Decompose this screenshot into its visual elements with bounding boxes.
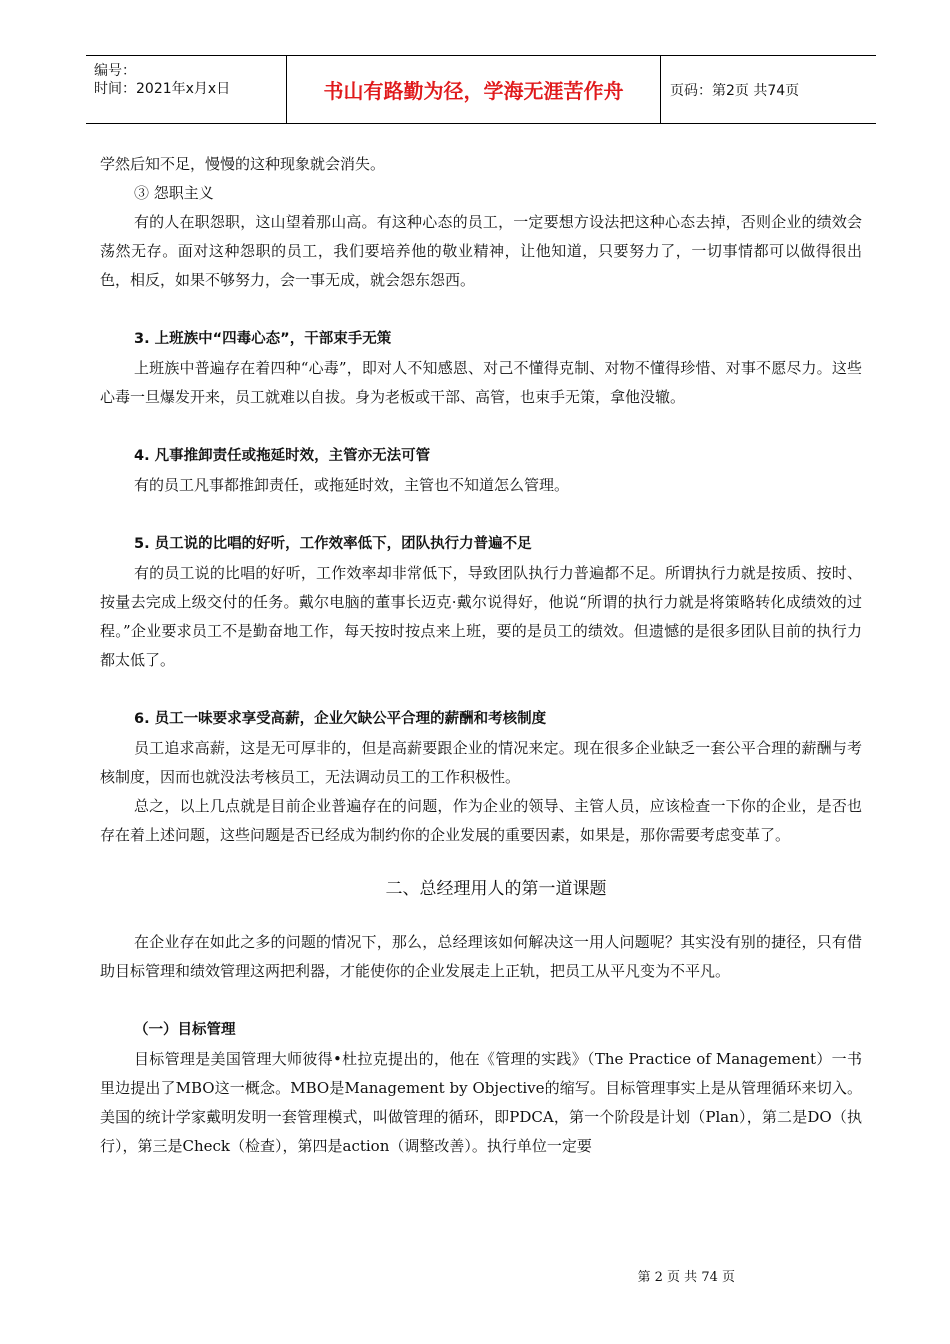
- chapter-title: 二、总经理用人的第一道课题: [385, 879, 607, 899]
- header-time-label: 时间：2021年x月x日: [94, 81, 231, 97]
- paragraph: 学然后知不足，慢慢的这种现象就会消失。: [100, 155, 386, 173]
- subsection-heading: （一）目标管理: [134, 1022, 236, 1038]
- footer-page-number: 第 2 页 共 74 页: [637, 1270, 735, 1285]
- paragraph: 有的人在职怨职，这山望着那山高。有这种心态的员工，一定要想方设法把这种心态去掉，否则企业的绩效会荡然无存。面对这种怨职的员工，我们要培养他的敬业精神，让他知道，只要努力了，一切事情都可以做得很出色，相反，如果不够努力，会一事无成，就会怨东怨西。: [100, 213, 862, 289]
- paragraph: 目标管理是美国管理大师彼得•杜拉克提出的，他在《管理的实践》（The Practice of Management）一书里边提出了MBO这一概念。MBO是Management by Objective的缩写。目标管理事实上是从管理循环来切入。美国的统计学家戴明发明一套管理模式，叫做管理的循环，即PDCA，第一个阶段是计划（Plan），第二是DO（执行），第三是Check（检查），第四是action（调整改善）。执行单位一定要: [100, 1050, 862, 1155]
- header-page-label: 页码：第2页 共74页: [670, 82, 800, 99]
- header-motto: 书山有路勤为径，学海无涯苦作舟: [287, 56, 661, 123]
- header-number-label: 编号：: [94, 63, 136, 79]
- page-header: [86, 55, 876, 124]
- paragraph: 在企业存在如此之多的问题的情况下，那么，总经理该如何解决这一用人问题呢？其实没有别的捷径，只有借助目标管理和绩效管理这两把利器，才能使你的企业发展走上正轨，把员工从平凡变为不平凡。: [100, 933, 862, 980]
- document-body: [100, 150, 862, 1161]
- paragraph: 上班族中普遍存在着四种“心毒”，即对人不知感恩、对己不懂得克制、对物不懂得珍惜、对事不愿尽力。这些心毒一旦爆发开来，员工就难以自拔。身为老板或干部、高管，也束手无策，拿他没辙。: [100, 359, 862, 406]
- paragraph: 有的员工凡事都推卸责任，或拖延时效，主管也不知道怎么管理。: [134, 476, 570, 494]
- section-heading-4: 4. 凡事推卸责任或拖延时效，主管亦无法可管: [134, 448, 431, 464]
- list-item-heading: ③ 怨职主义: [134, 184, 214, 202]
- section-heading-6: 6. 员工一味要求享受高薪，企业欠缺公平合理的薪酬和考核制度: [134, 711, 547, 727]
- paragraph: 总之，以上几点就是目前企业普遍存在的问题，作为企业的领导、主管人员，应该检查一下你的企业，是否也存在着上述问题，这些问题是否已经成为制约你的企业发展的重要因素，如果是，那你需要考虑变革了。: [100, 797, 862, 844]
- paragraph: 有的员工说的比唱的好听，工作效率却非常低下，导致团队执行力普遍都不足。所谓执行力就是按质、按时、按量去完成上级交付的任务。戴尔电脑的董事长迈克·戴尔说得好，他说“所谓的执行力就是将策略转化成绩效的过程。”企业要求员工不是勤奋地工作，每天按时按点来上班，要的是员工的绩效。但遗憾的是很多团队目前的执行力都太低了。: [100, 564, 862, 669]
- section-heading-3: 3. 上班族中“四毒心态”，干部束手无策: [134, 331, 392, 347]
- section-heading-5: 5. 员工说的比唱的好听，工作效率低下，团队执行力普遍不足: [134, 536, 532, 552]
- page-footer: [0, 1266, 950, 1285]
- paragraph: 员工追求高薪，这是无可厚非的，但是高薪要跟企业的情况来定。现在很多企业缺乏一套公平合理的薪酬与考核制度，因而也就没法考核员工，无法调动员工的工作积极性。: [100, 739, 862, 786]
- header-info-cell: [86, 56, 287, 123]
